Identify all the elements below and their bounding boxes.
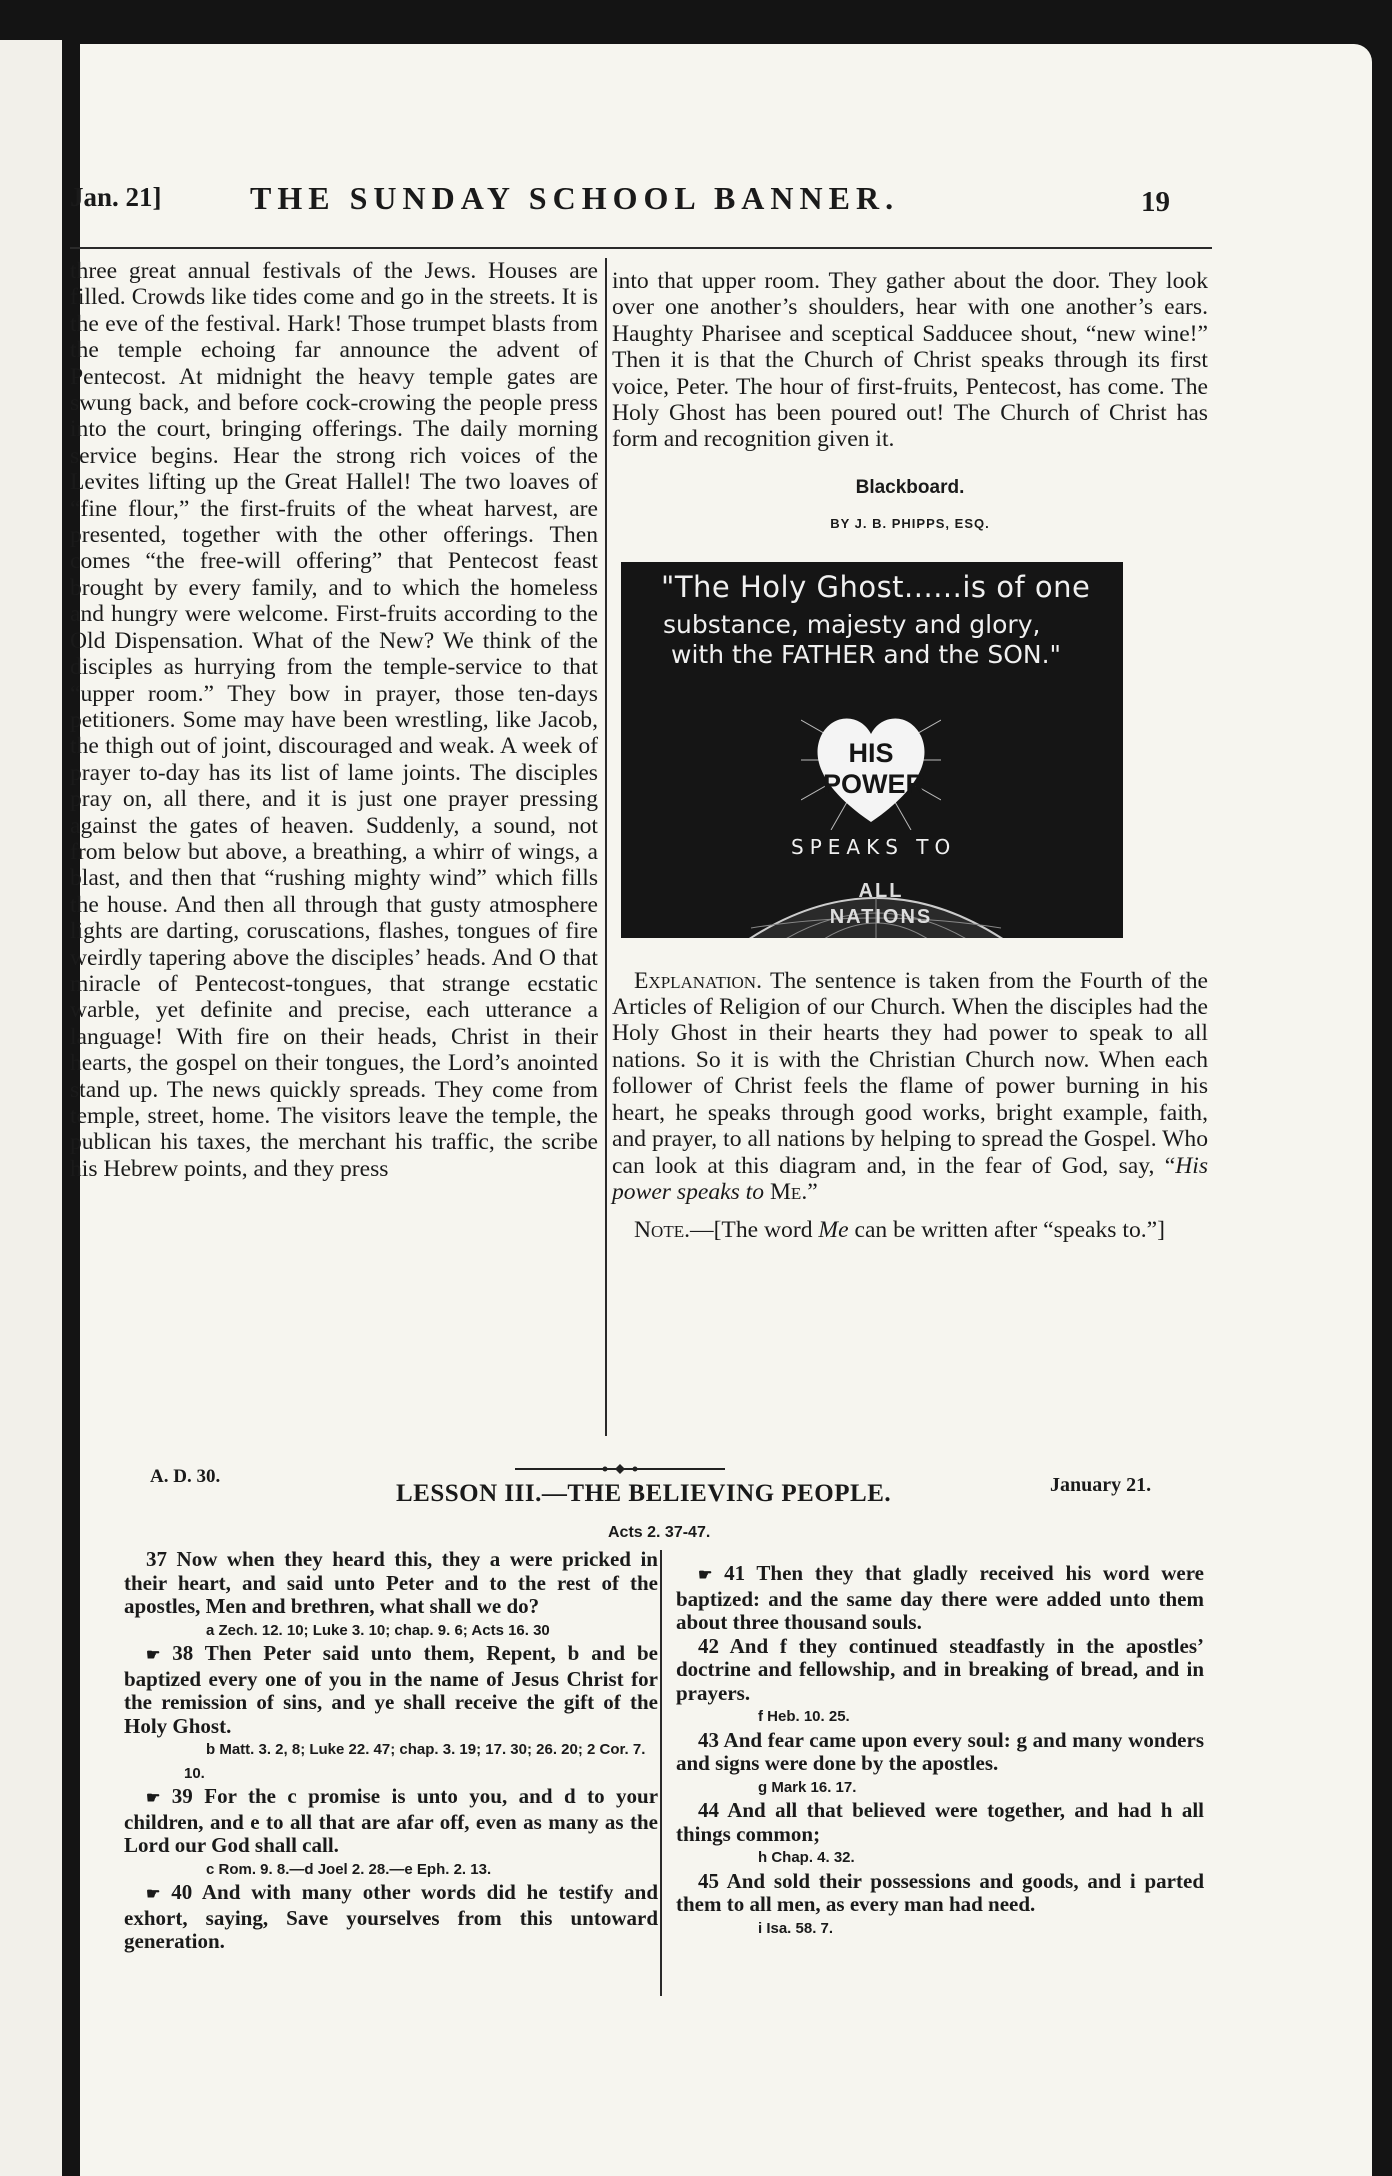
blackboard-line-3: with the FATHER and the SON." [671,639,1062,669]
left-column [70,258,598,1182]
blackboard-illustration [621,562,1123,938]
explanation-label: Explanation. [634,967,762,994]
verse-43-reference: g Mark 16. 17. [758,1778,857,1796]
right-column [612,268,1208,1244]
verse-42-reference: f Heb. 10. 25. [758,1708,850,1725]
verse-40 [124,1881,658,1954]
explanation-quote-end: .” [801,1178,818,1205]
pointing-hand-icon: ☛ [146,1790,161,1807]
verse-39-text: 39 For the c promise is unto you, and d to your children, and e to all that are afar off, even as many as the Lord our God shall call. [124,1784,659,1857]
note-label: Note. [634,1217,690,1244]
verse-41-text: 41 Then they that gladly received his word were baptized: and the same day there were added unto them about three thousand souls. [676,1561,1205,1634]
column-divider [605,258,607,1436]
explanation-quote-me: Me [769,1178,802,1205]
verse-37-reference: a Zech. 12. 10; Luke 3. 10; chap. 9. 6; Acts 16. 30 [206,1621,550,1639]
explanation-text: The sentence is taken from the Fourth of the Articles of Religion of our Church. When the disciples had the Holy Ghost in their hearts they had power to speak to all nations. So it is with the Christian Church now. When each follower of Christ feels the flame of power burning in his heart, he speaks through good works, bright example, faith, and prayer, to all nations by helping to spread the Gospel. Who can look at this diagram and, in the fear of God, say, [612,967,1208,1179]
verse-37: 37 Now when they heard this, they a were pricked in their heart, and said unto Peter and to the rest of the apostles, Men and brethren, what shall we do? [124,1547,658,1618]
header-rule [70,247,1212,249]
header-date: Jan. 21] [70,182,162,212]
left-column-text: three great annual festivals of the Jews. Houses are filled. Crowds like tides come and go in the streets. It is the eve of the festival. Hark! Those trumpet blasts from the temple echoing far announce the advent of Pentecost. At midnight the heavy temple gates are swung back, and before cock-crowing the people press into the court, bringing offerings. The daily morning service begins. Hear the strong rich voices of the Levites lifting up the Great Hallel! The two loaves of “fine flour,” the first-fruits of the wheat harvest, are presented, together with the other offerings. Then comes “the free-will offering” that Pentecost feast brought by every family, and to which the homeless and hungry were welcome. First-fruits according to the Old Dispensation. What of the New? We think of the disciples as hurrying from the temple-service to that “upper room.” They bow in prayer, those ten-days petitioners. Some may have been wrestling, like Jacob, the thigh out of joint, discouraged and weak. A week of prayer to-day has its list of lame joints. The disciples pray on, all there, and it is just one prayer pressing against the gates of heaven. Suddenly, a sound, not from below but above, a breathing, a whirr of wings, a blast, and then that “rushing mighty wind” which fills the house. And then all through that gusty atmosphere lights are darting, coruscations, flashes, tongues of fire weirdly tapering above the disciples’ heads. And O that miracle of Pentecost-tongues, that strange ecstatic warble, yet definite and precise, each utterance a language! With fire on their heads, Christ in their hearts, the gospel on their tongues, the Lord’s anointed stand up. The news quickly spreads. They come from temple, street, home. The visitors leave the temple, the publican his taxes, the merchant his traffic, the scribe his Hebrew points, and they press [70,258,598,1182]
scripture-right-column [676,1562,1204,1940]
globe-text: ALL NATIONS [829,879,933,929]
lesson-title: LESSON III.—THE BELIEVING PEOPLE. [396,1480,892,1507]
adjacent-page-edge [0,40,62,2176]
note-italic: Me [818,1217,849,1244]
heart-text: HIS POWER [823,737,926,799]
explanation-paragraph: Explanation. The sentence is taken from the Fourth of the Articles of Religion of our Church. When the disciples had the Holy Ghost in their hearts they had power to speak to all nations. So it is with the Christian Church now. When each follower of Christ feels the flame of power burning in his heart, he speaks through good works, bright example, faith, and prayer, to all nations by helping to spread the Gospel. Who can look at this diagram and, in the fear of God, say, “His power speaks to Me.” [612,967,1208,1205]
verse-43: 43 And fear came upon every soul: g and many wonders and signs were done by the apostles. [676,1727,1204,1775]
verse-45-reference: i Isa. 58. 7. [758,1919,834,1937]
verse-38 [124,1642,658,1738]
verse-44-reference: h Chap. 4. 32. [758,1849,855,1866]
blackboard-line-2: substance, majesty and glory, [663,609,1041,639]
pointing-hand-icon: ☛ [146,1647,161,1664]
explanation-quote: His power speaks to [612,1152,1208,1205]
verse-40-text: 40 And with many other words did he testify and exhort, saying, Save yourselves from this untoward generation. [124,1880,659,1953]
right-column-text: into that upper room. They gather about the door. They look over one another’s shoulders, hear with one another’s ears. Haughty Pharisee and sceptical Sadducee shout, “new wine!” Then it is that the Church of Christ speaks through its first voice, Peter. The hour of first-fruits, Pentecost, has come. The Holy Ghost has been poured out! The Church of Christ has form and recognition given it. [612,268,1208,453]
verse-44: 44 And all that believed were together, and had h all things common; [676,1798,1204,1846]
note-paragraph [612,1217,1208,1243]
ornament-rule [515,1463,725,1475]
verse-42: 42 And f they continued steadfastly in the apostles’ doctrine and fellowship, and in breaking of bread, and in prayers. [676,1633,1204,1705]
speaks-to-text: SPEAKS TO [791,834,957,859]
verse-38-reference: b Matt. 3. 2, 8; Luke 22. 47; chap. 3. 19; 17. 30; 26. 20; 2 Cor. 7. 10. [184,1741,646,1782]
header-title: THE SUNDAY SCHOOL BANNER. [250,180,900,216]
scripture-left-column [124,1548,658,1954]
pointing-hand-icon: ☛ [698,1567,713,1584]
blackboard-author: BY J. B. PHIPPS, ESQ. [830,516,990,532]
page-number: 19 [1141,186,1170,218]
verse-41 [676,1562,1204,1635]
pointing-hand-icon: ☛ [146,1886,161,1903]
blackboard-heading: Blackboard. [855,476,965,498]
lesson-reference: Acts 2. 37-47. [608,1524,711,1541]
verse-38-text: 38 Then Peter said unto them, Repent, b and be baptized every one of you in the name of Jesus Christ for the remission of sins, and ye shall receive the gift of the Holy Ghost. [124,1641,658,1738]
page-header [70,130,1170,218]
scripture-column-divider [660,1550,662,1996]
verse-39-reference: c Rom. 9. 8.—d Joel 2. 28.—e Eph. 2. 13. [206,1860,492,1878]
verse-45: 45 And sold their possessions and goods, and i parted them to all men, as every man had need. [676,1868,1204,1916]
note-post: can be written after “speaks to.”] [854,1217,1165,1244]
blackboard-line-1: "The Holy Ghost......is of one [661,569,1091,604]
lesson-year: A. D. 30. [150,1466,221,1487]
verse-39 [124,1785,658,1858]
lesson-date: January 21. [1050,1474,1152,1496]
note-pre: —[The word [689,1217,813,1244]
